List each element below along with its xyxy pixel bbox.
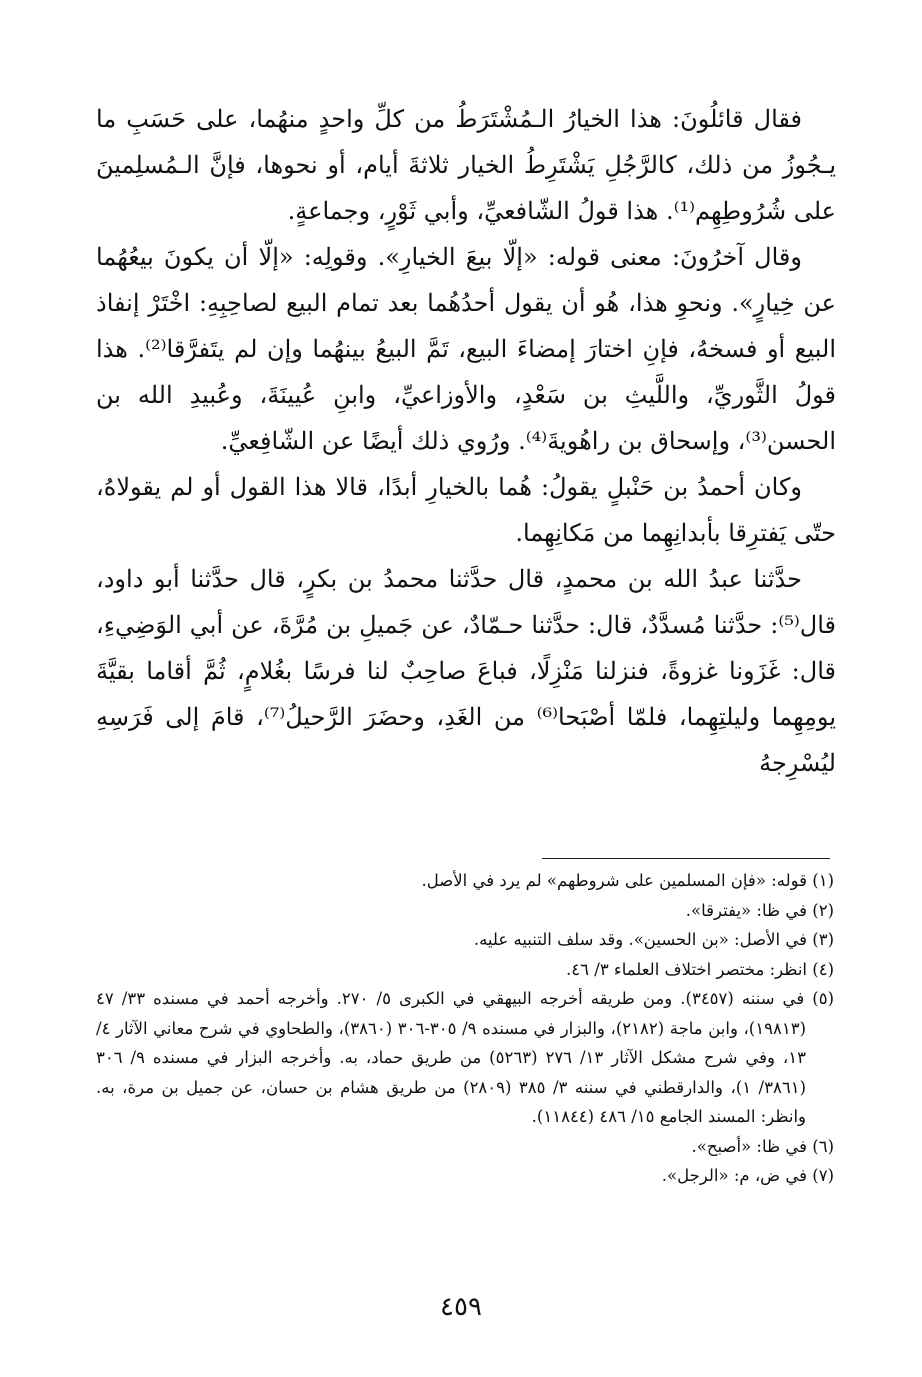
footnote-separator <box>542 858 830 859</box>
paragraph: وكان أحمدُ بن حَنْبلٍ يقولُ: هُما بالخيارِ أبدًا، قالا هذا القول أو لم يقولاهُ، حتّى يَفترِقا بأبدانِهِما من مَكانِهِما. <box>96 473 836 547</box>
footnote: (٧) في ض، م: «الرجل». <box>661 1166 834 1185</box>
footnote: (٥) في سننه (٣٤٥٧). ومن طريقه أخرجه البيهقي في الكبرى ٥/ ٢٧٠. وأخرجه أحمد في مسنده ٣٣/ ٤٧ (١٩٨١٣)، وابن ماجة (٢١٨٢)، والبزار في مسنده ٩/ ٣٠٥-٣٠٦ (٣٨٦٠)، والطحاوي في شرح معاني الآثار ٤/ ١٣، وفي شرح مشكل الآثار ١٣/ ٢٧٦ (٥٢٦٣) من طريق حماد، به. وأخرجه البزار في مسنده ٩/ ٣٠٦ (٣٨٦١/ ١)، والدارقطني في سننه ٣/ ٣٨٥ (٢٨٠٩) من طريق هشام بن حسان، عن جميل بن مرة، به. وانظر: المسند الجامع ١٥/ ٤٨٦ (١١٨٤٤). <box>96 989 834 1126</box>
paragraph: فقال قائلُونَ: هذا الخيارُ الـمُشْتَرَطُ من كلِّ واحدٍ منهُما، على حَسَبِ ما يـجُوزُ من ذلك، كالرَّجُلِ يَشْتَرِطُ الخيار ثلاثةَ أيام، أو نحوها، فإنَّ الـمُسلِمينَ على شُرُوطِهِم⁽¹⁾. هذا قولُ الشّافعيِّ، وأبي ثَوْرٍ، وجماعةٍ. <box>96 105 836 225</box>
page-number: ٤٥٩ <box>440 1292 482 1322</box>
footnote: (١) قوله: «فإن المسلمين على شروطهم» لم يرد في الأصل. <box>421 871 834 890</box>
footnotes <box>96 866 834 1191</box>
footnote: (٦) في ظا: «أصبح». <box>691 1136 834 1156</box>
paragraph: حدَّثنا عبدُ الله بن محمدٍ، قال حدَّثنا محمدُ بن بكرٍ، قال حدَّثنا أبو داود، قال⁽⁵⁾: حدَّثنا مُسدَّدٌ، قال: حدَّثنا حـمّادٌ، عن جَميلِ بن مُرَّةَ، عن أبي الوَضِيءِ، قال: غَزَونا غزوةً، فنزلنا مَنْزِلًا، فباعَ صاحِبٌ لنا فرسًا بغُلامٍ، ثُمَّ أقاما بقيَّةَ يومِهِما وليلتِهِما، فلمّا أصْبَحا⁽⁶⁾ من الغَدِ، وحضَرَ الرَّحيلُ⁽⁷⁾، قامَ إلى فَرَسِهِ ليُسْرِجهُ <box>96 565 836 777</box>
main-text <box>96 96 836 786</box>
footnote: (٤) انظر: مختصر اختلاف العلماء ٣/ ٤٦. <box>566 959 834 979</box>
footnote: (٣) في الأصل: «بن الحسين». وقد سلف التنبيه عليه. <box>473 930 834 949</box>
paragraph: وقال آخرُونَ: معنى قوله: «إلّا بيعَ الخيارِ». وقولِه: «إلّا أن يكونَ بيعُهُما عن خِيارٍ». ونحوِ هذا، هُو أن يقول أحدُهُما بعد تمام البيع لصاحِبِهِ: اخْتَرْ إنفاذ البيع أو فسخهُ، فإنِ اختارَ إمضاءَ البيع، تَمَّ البيعُ بينهُما وإن لم يتَفرَّقا⁽²⁾. هذا قولُ الثَّوريِّ، واللَّيثِ بن سَعْدٍ، والأوزاعيِّ، وابنِ عُيينَةَ، وعُبيدِ الله بن الحسن⁽³⁾، وإسحاق بن راهُويةَ⁽⁴⁾. ورُوي ذلك أيضًا عن الشّافِعيِّ. <box>96 243 836 455</box>
footnote: (٢) في ظا: «يفترقا». <box>685 900 834 920</box>
